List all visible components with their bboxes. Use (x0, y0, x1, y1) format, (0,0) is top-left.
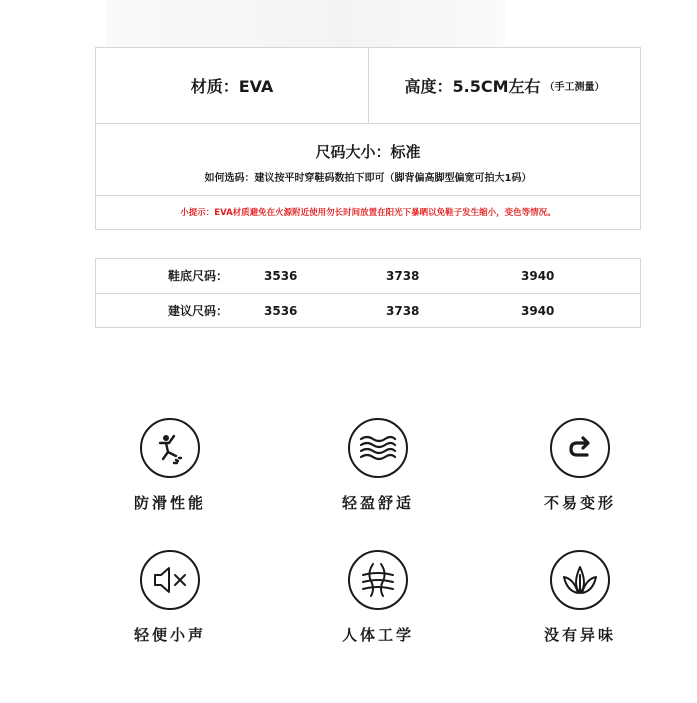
spec-table (95, 47, 641, 230)
table-row (96, 259, 640, 294)
feature-anti-slip (100, 418, 240, 528)
tip-text: 小提示：EVA材质避免在火源附近使用勿长时间放置在阳光下暴晒以免鞋子发生缩小，变色等情况。 (180, 208, 556, 218)
feature-ergonomic (308, 550, 448, 660)
height-text: 高度：5.5CM左右 (404, 77, 541, 96)
ergonomic-foot-icon (348, 550, 408, 610)
feature-label: 没有异味 (543, 626, 616, 644)
size-value: 3536 (264, 304, 298, 318)
height-note: （手工测量） (544, 82, 605, 93)
feature-no-deform (510, 418, 650, 528)
size-value: 3536 (264, 269, 298, 283)
wave-comfort-icon (348, 418, 408, 478)
height-cell (369, 48, 640, 123)
feature-label: 人体工学 (341, 626, 414, 644)
size-method: 如何选码：建议按平时穿鞋码数拍下即可（脚背偏高脚型偏宽可拍大1码） (204, 173, 532, 184)
size-title: 尺码大小：标准 (315, 143, 421, 161)
top-image-strip (105, 0, 505, 48)
spec-row-size (96, 123, 640, 196)
size-value: 3738 (386, 269, 420, 283)
size-chart (95, 258, 641, 328)
size-value: 3940 (521, 304, 555, 318)
table-row (96, 294, 640, 328)
feature-label: 轻盈舒适 (341, 494, 414, 512)
feature-quiet (100, 550, 240, 660)
anti-slip-icon (140, 418, 200, 478)
size-value: 3738 (386, 304, 420, 318)
feature-no-odor (510, 550, 650, 660)
feature-label: 轻便小声 (133, 626, 206, 644)
material-text: 材质：EVA (190, 77, 274, 96)
row-label: 鞋底尺码： (168, 269, 229, 283)
feature-label: 防滑性能 (133, 494, 206, 512)
material-cell (96, 48, 369, 123)
mute-speaker-icon (140, 550, 200, 610)
spec-row-tip (96, 195, 640, 229)
leaf-icon (550, 550, 610, 610)
feature-label: 不易变形 (543, 494, 616, 512)
row-label: 建议尺码： (168, 304, 229, 318)
return-arrow-icon (550, 418, 610, 478)
spec-row-material-height (96, 48, 640, 124)
feature-comfort (308, 418, 448, 528)
size-value: 3940 (521, 269, 555, 283)
